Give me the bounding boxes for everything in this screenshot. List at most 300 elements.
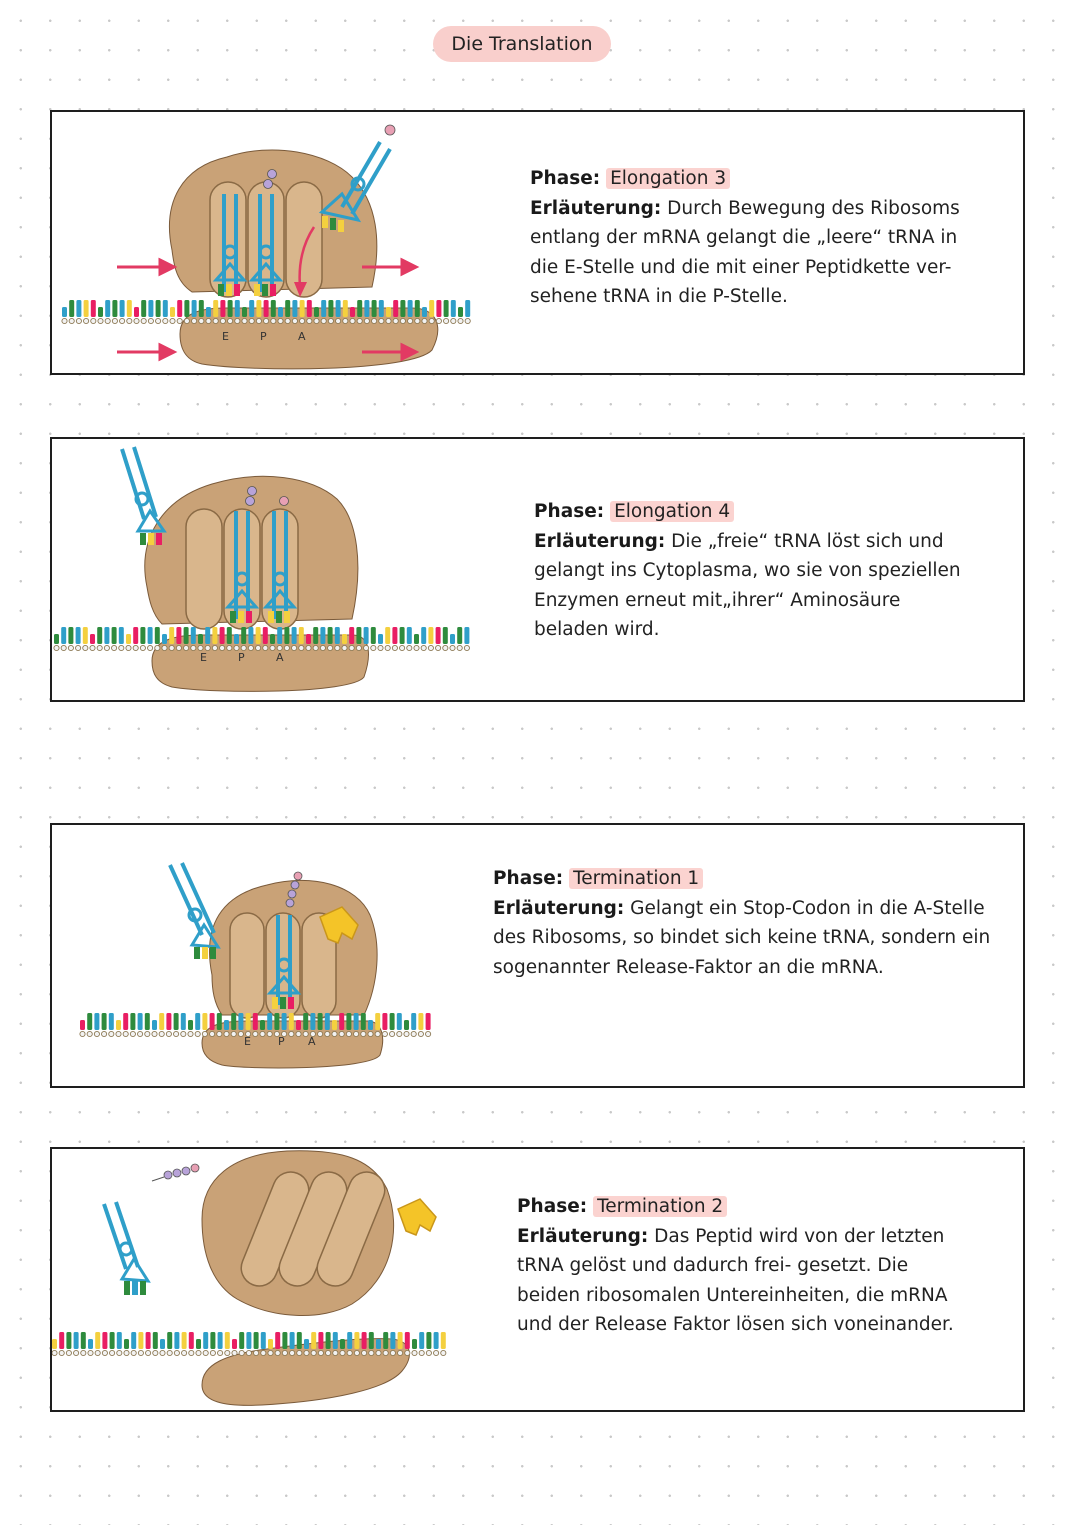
backbone-node	[335, 645, 340, 650]
backbone-node	[347, 1350, 352, 1355]
backbone-node	[239, 1350, 244, 1355]
backbone-node	[167, 1350, 172, 1355]
phase-name: Elongation 3	[606, 168, 730, 189]
nucleotide	[235, 300, 240, 317]
nucleotide	[69, 300, 74, 317]
backbone-node	[318, 1031, 323, 1036]
nucleotide	[270, 634, 275, 644]
backbone-node	[382, 1031, 387, 1036]
nucleotide	[397, 1013, 402, 1030]
backbone-node	[231, 1031, 236, 1036]
backbone-node	[256, 645, 261, 650]
nucleotide	[372, 300, 377, 317]
backbone-node	[182, 1350, 187, 1355]
site-label-p: P	[260, 330, 267, 343]
nucleotide	[152, 1020, 157, 1030]
nucleotide	[210, 1332, 215, 1349]
backbone-node	[225, 1350, 230, 1355]
site-label-a: A	[276, 651, 284, 664]
backbone-node	[340, 1350, 345, 1355]
nucleotide	[68, 627, 73, 644]
backbone-node	[62, 318, 67, 323]
nucleotide	[405, 1332, 410, 1349]
nucleotide	[411, 1013, 416, 1030]
backbone-node	[357, 318, 362, 323]
backbone-node	[184, 645, 189, 650]
nucleotide	[102, 1332, 107, 1349]
nucleotide	[52, 1339, 57, 1349]
nucleotide	[393, 300, 398, 317]
backbone-node	[131, 1350, 136, 1355]
nucleotide	[205, 627, 210, 644]
backbone-node	[212, 645, 217, 650]
nucleotide	[112, 300, 117, 317]
nucleotide	[248, 627, 253, 644]
backbone-node	[333, 1350, 338, 1355]
nucleotide	[246, 1332, 251, 1349]
nucleotide	[61, 627, 66, 644]
backbone-node	[412, 1350, 417, 1355]
backbone-node	[326, 1350, 331, 1355]
backbone-node	[405, 1350, 410, 1355]
backbone-node	[148, 645, 153, 650]
nucleotide	[335, 627, 340, 644]
nucleotide	[127, 300, 132, 317]
nucleotide	[333, 1332, 338, 1349]
nucleotide	[371, 627, 376, 644]
backbone-node	[195, 1031, 200, 1036]
backbone-node	[196, 1350, 201, 1355]
nucleotide	[378, 634, 383, 644]
nucleotide	[176, 627, 181, 644]
backbone-node	[109, 1031, 114, 1036]
backbone-node	[261, 1350, 266, 1355]
backbone-node	[88, 1350, 93, 1355]
backbone-node	[361, 1031, 366, 1036]
backbone-node	[411, 1031, 416, 1036]
nucleotide	[271, 300, 276, 317]
nucleotide	[342, 634, 347, 644]
backbone-node	[116, 1031, 121, 1036]
backbone-node	[169, 645, 174, 650]
nucleotide	[94, 1013, 99, 1030]
nucleotide	[408, 300, 413, 317]
nucleotide	[340, 1339, 345, 1349]
nucleotide	[443, 627, 448, 644]
phase-name: Termination 1	[569, 868, 703, 889]
backbone-node	[156, 318, 161, 323]
backbone-node	[232, 1350, 237, 1355]
diagram-elongation-4	[52, 439, 492, 700]
backbone-node	[153, 1350, 158, 1355]
explanation-label: Erläuterung:	[517, 1225, 649, 1247]
site-label-e: E	[200, 651, 207, 664]
backbone-node	[138, 1031, 143, 1036]
backbone-node	[87, 1031, 92, 1036]
nucleotide	[97, 627, 102, 644]
backbone-node	[408, 318, 413, 323]
nucleotide	[126, 634, 131, 644]
backbone-node	[217, 1031, 222, 1036]
nucleotide	[458, 307, 463, 317]
backbone-node	[98, 318, 103, 323]
backbone-node	[297, 1350, 302, 1355]
backbone-node	[155, 645, 160, 650]
backbone-node	[419, 1350, 424, 1355]
nucleotide	[398, 1332, 403, 1349]
backbone-node	[76, 318, 81, 323]
nucleotide	[318, 1013, 323, 1030]
nucleotide	[80, 1020, 85, 1030]
nucleotide	[160, 1339, 165, 1349]
explanation-label: Erläuterung:	[534, 530, 666, 552]
nucleotide	[343, 300, 348, 317]
backbone-node	[69, 318, 74, 323]
backbone-node	[110, 1350, 115, 1355]
nucleotide	[81, 1332, 86, 1349]
backbone-node	[289, 1031, 294, 1036]
card-text: Phase: Termination 1 Erläuterung: Gelangt ein Stop-Codon in die A-Stelle des Ribosoms, so bindet sich keine tRNA, sondern ein sogenannter Release-Faktor an die mRNA.	[493, 868, 991, 978]
nucleotide	[166, 1013, 171, 1030]
nucleotide	[303, 1013, 308, 1030]
backbone-node	[140, 645, 145, 650]
nucleotide	[426, 1013, 431, 1030]
backbone-node	[464, 645, 469, 650]
backbone-node	[218, 1350, 223, 1355]
backbone-node	[227, 645, 232, 650]
backbone-node	[354, 1031, 359, 1036]
backbone-node	[152, 1031, 157, 1036]
nucleotide	[213, 300, 218, 317]
backbone-node	[127, 318, 132, 323]
nucleotide	[87, 1013, 92, 1030]
card-elongation-4	[50, 437, 1025, 702]
backbone-node	[314, 318, 319, 323]
backbone-node	[465, 318, 470, 323]
nucleotide	[379, 300, 384, 317]
nucleotide	[256, 627, 261, 644]
nucleotide	[148, 300, 153, 317]
nucleotide	[110, 1332, 115, 1349]
backbone-node	[102, 1031, 107, 1036]
backbone-node	[304, 1350, 309, 1355]
nucleotide	[390, 1332, 395, 1349]
backbone-node	[390, 1350, 395, 1355]
nucleotide	[254, 1332, 259, 1349]
backbone-node	[398, 1350, 403, 1355]
backbone-node	[285, 318, 290, 323]
backbone-node	[260, 1031, 265, 1036]
diagram-termination-1	[52, 825, 492, 1086]
backbone-node	[210, 1350, 215, 1355]
backbone-node	[332, 1031, 337, 1036]
backbone-node	[292, 645, 297, 650]
backbone-node	[290, 1350, 295, 1355]
backbone-node	[176, 645, 181, 650]
nucleotide	[198, 634, 203, 644]
backbone-node	[119, 645, 124, 650]
nucleotide	[383, 1332, 388, 1349]
backbone-node	[249, 318, 254, 323]
nucleotide	[434, 1332, 439, 1349]
backbone-node	[97, 645, 102, 650]
site-label-p: P	[238, 651, 245, 664]
backbone-node	[369, 1350, 374, 1355]
nucleotide	[163, 300, 168, 317]
nucleotide	[369, 1332, 374, 1349]
backbone-node	[400, 318, 405, 323]
nucleotide	[242, 307, 247, 317]
backbone-node	[397, 1031, 402, 1036]
nucleotide	[124, 1339, 129, 1349]
nucleotide	[120, 300, 125, 317]
nucleotide	[260, 1020, 265, 1030]
nucleotide	[169, 627, 174, 644]
backbone-node	[275, 1350, 280, 1355]
nucleotide	[177, 300, 182, 317]
backbone-node	[414, 645, 419, 650]
backbone-node	[80, 1031, 85, 1036]
mrna-strand	[62, 300, 470, 324]
nucleotide	[133, 627, 138, 644]
explanation-label: Erläuterung:	[493, 897, 625, 919]
backbone-node	[54, 645, 59, 650]
backbone-node	[371, 645, 376, 650]
backbone-node	[133, 645, 138, 650]
nucleotide	[289, 1013, 294, 1030]
backbone-node	[300, 318, 305, 323]
backbone-node	[112, 645, 117, 650]
backbone-node	[68, 645, 73, 650]
backbone-node	[130, 1031, 135, 1036]
backbone-node	[379, 318, 384, 323]
backbone-node	[138, 1350, 143, 1355]
nucleotide	[131, 1332, 136, 1349]
nucleotide	[300, 300, 305, 317]
backbone-node	[383, 1350, 388, 1355]
card-termination-1	[50, 823, 1025, 1088]
backbone-node	[434, 1350, 439, 1355]
backbone-node	[126, 645, 131, 650]
backbone-node	[234, 645, 239, 650]
nucleotide	[368, 1020, 373, 1030]
backbone-node	[174, 1031, 179, 1036]
nucleotide	[429, 300, 434, 317]
nucleotide	[422, 307, 427, 317]
trna-released	[122, 447, 164, 545]
site-label-a: A	[298, 330, 306, 343]
nucleotide	[436, 627, 441, 644]
backbone-node	[105, 318, 110, 323]
backbone-node	[362, 1350, 367, 1355]
backbone-node	[74, 1350, 79, 1355]
nucleotide	[105, 300, 110, 317]
backbone-node	[342, 645, 347, 650]
nucleotide	[231, 1013, 236, 1030]
nucleotide	[232, 1339, 237, 1349]
backbone-node	[284, 645, 289, 650]
backbone-node	[356, 645, 361, 650]
nucleotide	[220, 300, 225, 317]
nucleotide	[282, 1013, 287, 1030]
nucleotide	[195, 1013, 200, 1030]
backbone-node	[339, 1031, 344, 1036]
nucleotide	[392, 627, 397, 644]
backbone-node	[102, 1350, 107, 1355]
backbone-node	[346, 1031, 351, 1036]
release-factor	[398, 1199, 436, 1235]
nucleotide	[407, 627, 412, 644]
backbone-node	[292, 318, 297, 323]
nucleotide	[156, 300, 161, 317]
site-label-p: P	[278, 1035, 285, 1048]
nucleotide	[285, 300, 290, 317]
backbone-node	[270, 645, 275, 650]
card-text: Phase: Elongation 4 Erläuterung: Die „freie“ tRNA löst sich und gelangt ins Cytoplasma, wo sie von speziellen Enzymen erneut mit„ihrer“ Aminosäure beladen wird.	[534, 501, 961, 641]
backbone-node	[264, 318, 269, 323]
backbone-node	[343, 318, 348, 323]
nucleotide	[310, 1013, 315, 1030]
backbone-node	[376, 1350, 381, 1355]
card-text: Phase: Termination 2 Erläuterung: Das Peptid wird von der letzten tRNA gelöst und dadurch frei- gesetzt. Die beiden ribosomalen Untereinheiten, die mRNA und der Release Faktor lösen sich voneinander.	[517, 1196, 954, 1336]
backbone-node	[52, 1350, 57, 1355]
nucleotide	[297, 1332, 302, 1349]
card-elongation-3	[50, 110, 1025, 375]
backbone-node	[220, 645, 225, 650]
backbone-node	[242, 318, 247, 323]
nucleotide	[188, 1020, 193, 1030]
backbone-node	[159, 1031, 164, 1036]
nucleotide	[192, 300, 197, 317]
mrna-strand	[52, 1332, 446, 1356]
backbone-node	[436, 645, 441, 650]
ribosome-small-subunit	[180, 308, 438, 369]
nucleotide	[174, 1013, 179, 1030]
backbone-node	[450, 645, 455, 650]
nucleotide	[184, 300, 189, 317]
nucleotide	[284, 627, 289, 644]
nucleotide	[385, 627, 390, 644]
nucleotide	[123, 1013, 128, 1030]
nucleotide	[130, 1013, 135, 1030]
backbone-node	[246, 1350, 251, 1355]
nucleotide	[364, 300, 369, 317]
backbone-node	[220, 318, 225, 323]
nucleotide	[347, 1332, 352, 1349]
backbone-node	[205, 645, 210, 650]
nucleotide	[336, 300, 341, 317]
backbone-node	[428, 645, 433, 650]
nucleotide	[274, 1013, 279, 1030]
backbone-node	[328, 645, 333, 650]
backbone-node	[145, 1031, 150, 1036]
nucleotide	[382, 1013, 387, 1030]
backbone-node	[170, 318, 175, 323]
backbone-node	[148, 318, 153, 323]
nucleotide	[292, 627, 297, 644]
nucleotide	[117, 1332, 122, 1349]
backbone-node	[90, 645, 95, 650]
backbone-node	[354, 1350, 359, 1355]
nucleotide	[436, 300, 441, 317]
backbone-node	[123, 1031, 128, 1036]
nucleotide	[224, 1020, 229, 1030]
nucleotide	[421, 627, 426, 644]
backbone-node	[451, 318, 456, 323]
nucleotide	[263, 627, 268, 644]
nucleotide	[268, 1339, 273, 1349]
nucleotide	[140, 627, 145, 644]
backbone-node	[372, 318, 377, 323]
backbone-node	[76, 645, 81, 650]
backbone-node	[271, 318, 276, 323]
backbone-node	[177, 318, 182, 323]
backbone-node	[422, 318, 427, 323]
nucleotide	[414, 634, 419, 644]
nucleotide	[400, 300, 405, 317]
backbone-node	[328, 318, 333, 323]
nucleotide	[314, 307, 319, 317]
nucleotide	[83, 627, 88, 644]
nucleotide	[441, 1332, 446, 1349]
nucleotide	[296, 1020, 301, 1030]
backbone-node	[235, 318, 240, 323]
backbone-node	[426, 1350, 431, 1355]
backbone-node	[277, 645, 282, 650]
nucleotide	[320, 627, 325, 644]
backbone-node	[81, 1350, 86, 1355]
backbone-node	[254, 1350, 259, 1355]
nucleotide	[59, 1332, 64, 1349]
nucleotide	[146, 1332, 151, 1349]
backbone-node	[375, 1031, 380, 1036]
backbone-node	[444, 318, 449, 323]
backbone-node	[378, 645, 383, 650]
backbone-node	[458, 318, 463, 323]
backbone-node	[390, 1031, 395, 1036]
phase-label: Phase:	[493, 868, 564, 889]
nucleotide	[95, 1332, 100, 1349]
nucleotide	[220, 627, 225, 644]
nucleotide	[364, 627, 369, 644]
nucleotide	[102, 1013, 107, 1030]
backbone-node	[210, 1031, 215, 1036]
trna-free	[104, 1202, 148, 1295]
nucleotide	[199, 300, 204, 317]
nucleotide	[464, 627, 469, 644]
backbone-node	[336, 318, 341, 323]
nucleotide	[356, 627, 361, 644]
backbone-node	[213, 318, 218, 323]
backbone-node	[307, 318, 312, 323]
backbone-node	[349, 645, 354, 650]
backbone-node	[350, 318, 355, 323]
nucleotide	[181, 1013, 186, 1030]
nucleotide	[241, 627, 246, 644]
site-label-a: A	[308, 1035, 316, 1048]
nucleotide	[62, 307, 67, 317]
nucleotide	[76, 300, 81, 317]
nucleotide	[170, 307, 175, 317]
mrna-strand	[80, 1013, 431, 1037]
nucleotide	[339, 1013, 344, 1030]
backbone-node	[256, 318, 261, 323]
backbone-node	[241, 645, 246, 650]
nucleotide	[145, 1013, 150, 1030]
backbone-node	[94, 1031, 99, 1036]
nucleotide	[304, 1339, 309, 1349]
nucleotide	[354, 1332, 359, 1349]
